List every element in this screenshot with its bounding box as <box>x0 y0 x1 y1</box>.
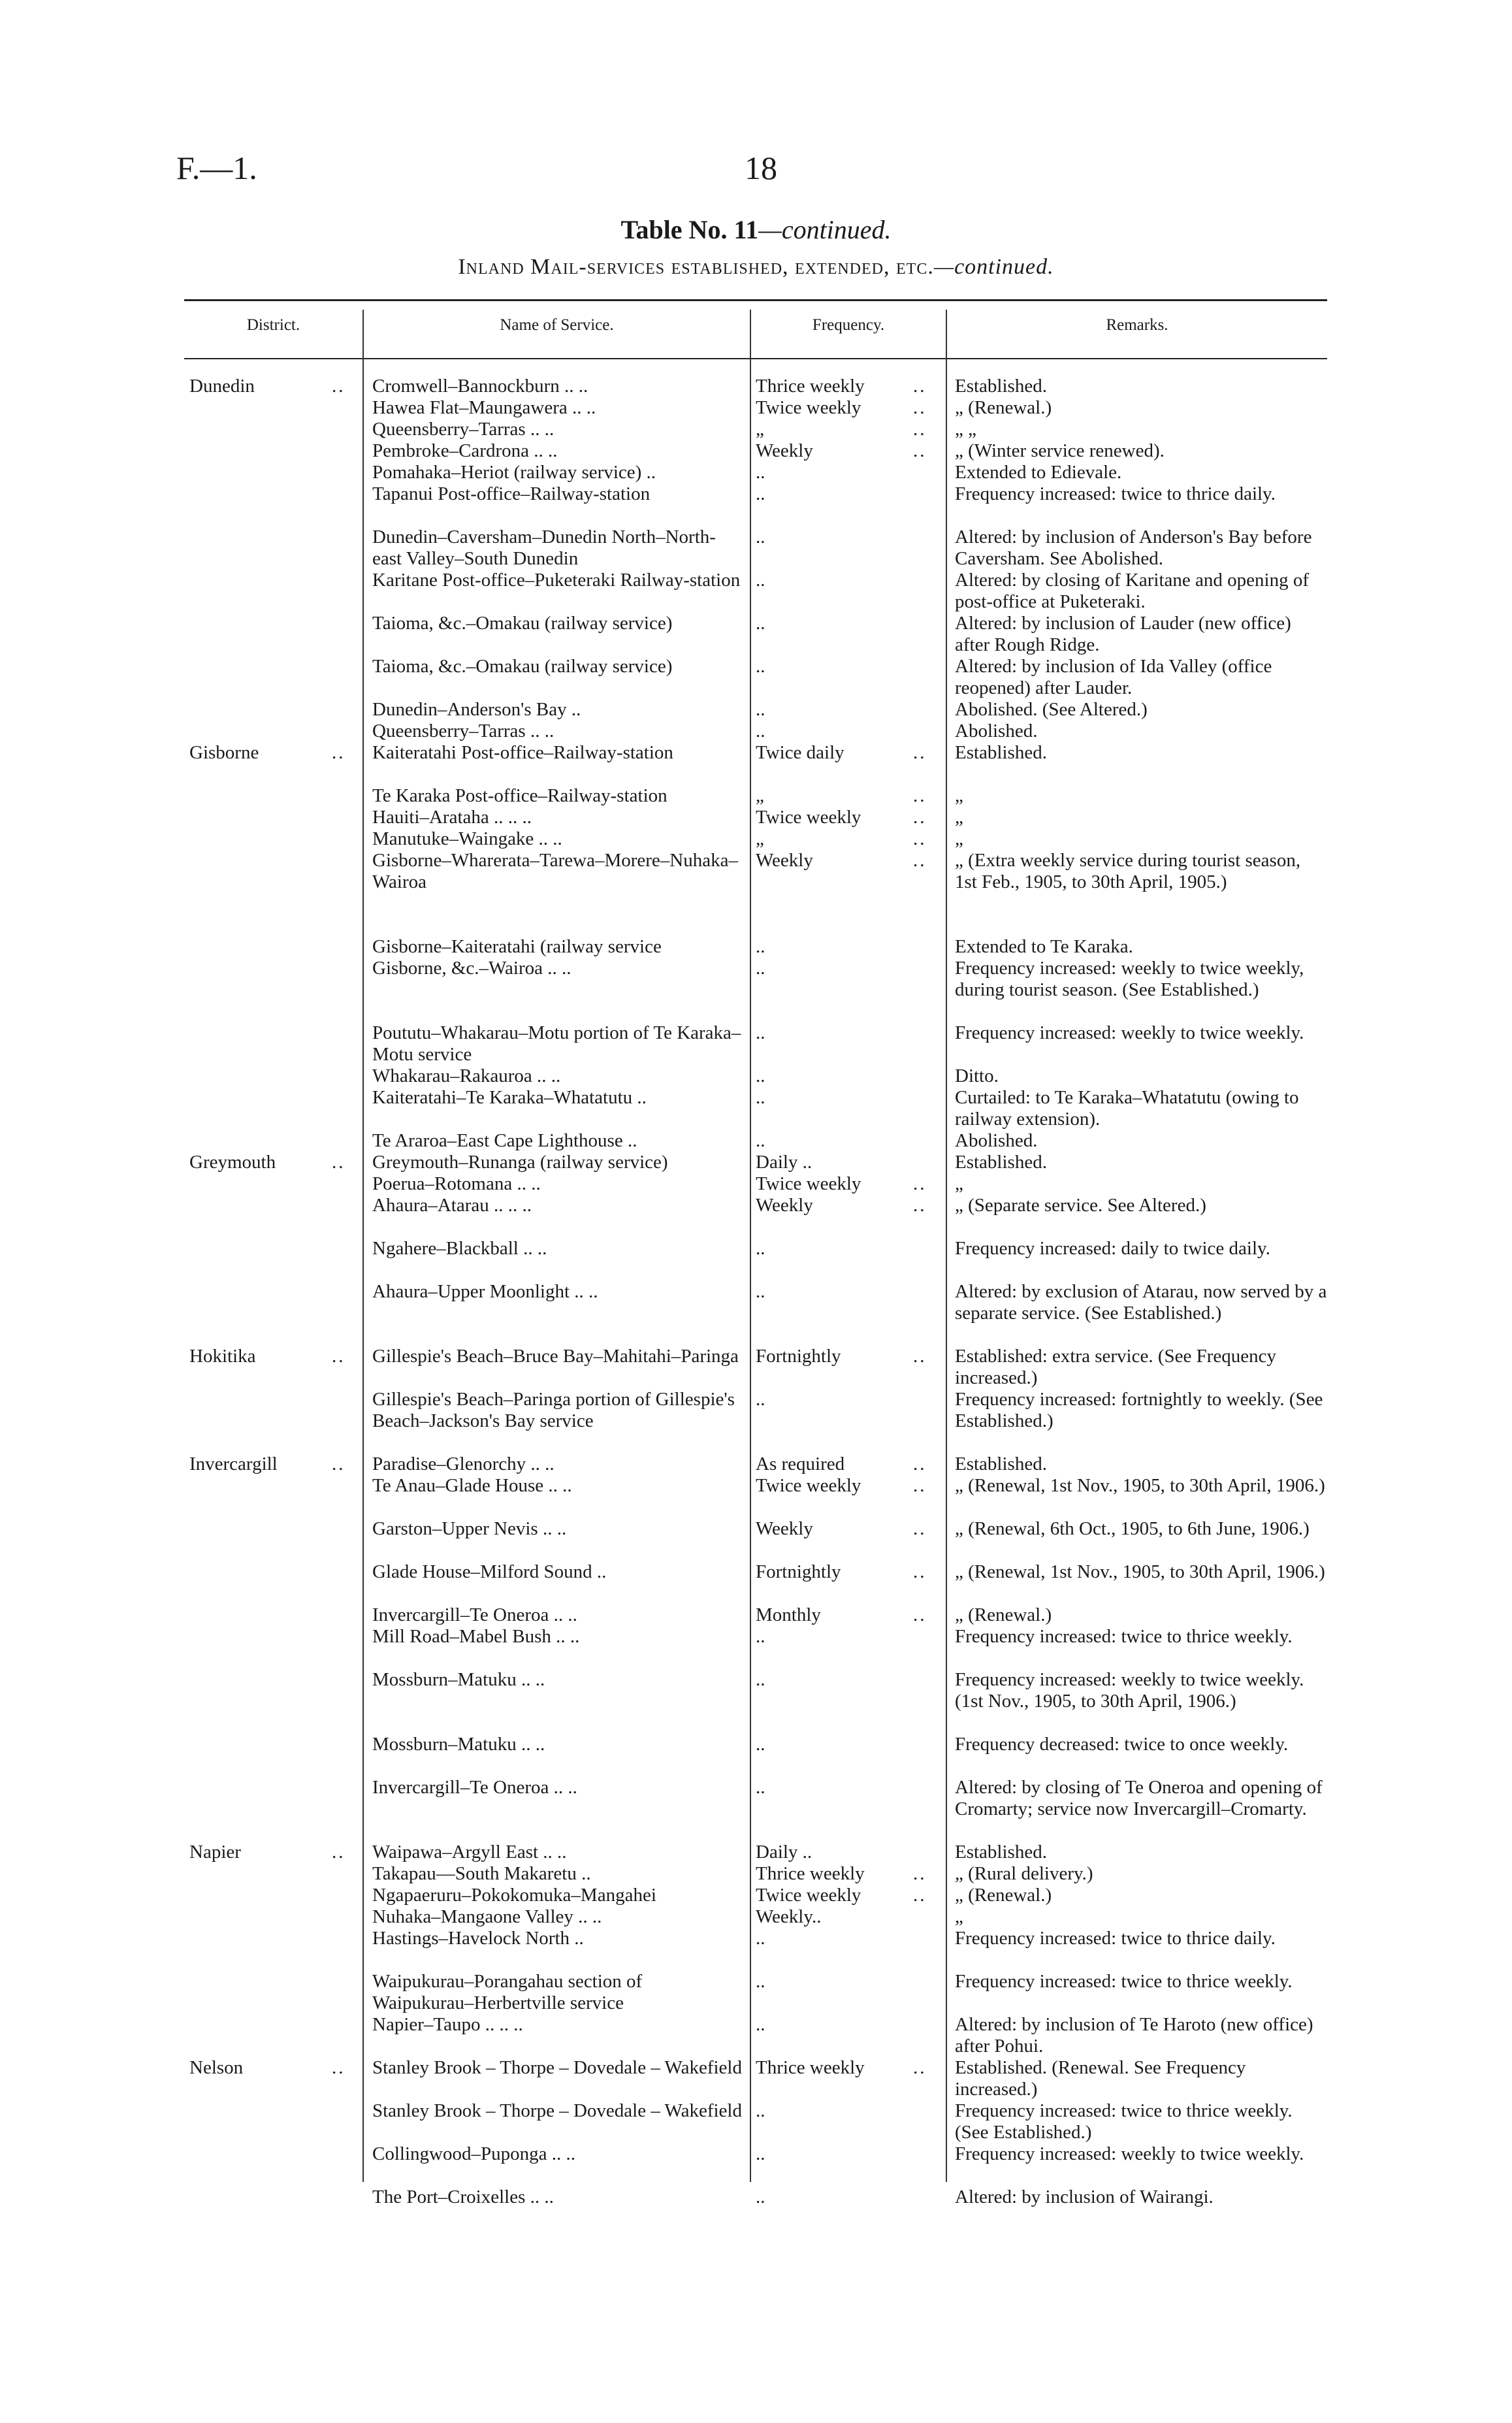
frequency-cell: .. <box>756 1928 765 1949</box>
service-cell: Poerua–Rotomana .. .. <box>372 1173 541 1194</box>
remarks-cell: Extended to Te Karaka. <box>955 936 1133 957</box>
table-row <box>0 2143 1512 2187</box>
table-header-rule <box>184 358 1327 359</box>
leader-dots: .. <box>913 1885 927 1906</box>
frequency-cell: Weekly <box>756 850 813 871</box>
table-body <box>0 376 1512 2208</box>
remarks-cell: Altered: by inclusion of Lauder (new office) after Rough Ridge. <box>955 613 1291 655</box>
remarks-cell: Established. (Renewal. See Frequency increased.) <box>955 2057 1246 2100</box>
service-cell: Gisborne–Wharerata–Tarewa–Morere–Nuhaka–Wairoa <box>372 850 738 892</box>
service-cell: Taioma, &c.–Omakau (railway service) <box>372 613 673 634</box>
table-row <box>0 1604 1512 1626</box>
service-cell: Hauiti–Arataha .. .. .. <box>372 807 532 828</box>
service-cell: Waipukurau–Porangahau section of Waipukurau–Herbertville service <box>372 1971 643 2013</box>
table-subtitle-main: Inland Mail-services established, extended, etc. <box>458 255 934 279</box>
remarks-cell: „ (Renewal.) <box>955 397 1052 418</box>
frequency-cell: .. <box>756 2100 765 2121</box>
table-row <box>0 1281 1512 1346</box>
frequency-cell: Twice daily <box>756 742 844 763</box>
service-cell: Takapau—South Makaretu .. <box>372 1863 591 1884</box>
service-cell: Pomahaka–Heriot (railway service) .. <box>372 462 656 483</box>
frequency-cell: Weekly <box>756 1195 813 1216</box>
table-row <box>0 376 1512 397</box>
table-subtitle <box>0 255 1512 280</box>
remarks-cell: „ (Winter service renewed). <box>955 440 1165 461</box>
table-row <box>0 2187 1512 2208</box>
service-cell: Kaiteratahi Post-office–Railway-station <box>372 742 673 763</box>
service-cell: Te Araroa–East Cape Lighthouse .. <box>372 1130 637 1151</box>
frequency-cell: .. <box>756 462 765 483</box>
frequency-cell: Twice weekly <box>756 807 861 828</box>
table-row <box>0 958 1512 1022</box>
service-cell: Gillespie's Beach–Bruce Bay–Mahitahi–Paringa <box>372 1346 739 1367</box>
leader-dots: .. <box>332 1454 346 1474</box>
leader-dots: .. <box>913 1195 927 1216</box>
table-row <box>0 1777 1512 1842</box>
leader-dots: .. <box>332 2057 346 2078</box>
remarks-cell: „ (Renewal.) <box>955 1604 1052 1625</box>
leader-dots: .. <box>913 419 927 440</box>
frequency-cell: Twice weekly <box>756 397 861 418</box>
page-id: F.—1. <box>176 150 257 186</box>
remarks-cell: Established. <box>955 1454 1047 1474</box>
frequency-cell: .. <box>756 613 765 634</box>
frequency-cell: Daily .. <box>756 1152 812 1173</box>
service-cell: Mossburn–Matuku .. .. <box>372 1669 545 1690</box>
leader-dots: .. <box>913 1346 927 1367</box>
table-row <box>0 570 1512 613</box>
remarks-cell: „ (Renewal, 1st Nov., 1905, to 30th April, 1906.) <box>955 1475 1325 1496</box>
remarks-cell: „ (Rural delivery.) <box>955 1863 1093 1884</box>
remarks-cell: „ (Renewal, 6th Oct., 1905, to 6th June, 1906.) <box>955 1518 1310 1539</box>
district-cell: Nelson <box>189 2057 244 2078</box>
frequency-cell: .. <box>756 1971 765 1992</box>
frequency-cell: .. <box>756 1130 765 1151</box>
frequency-cell: Thrice weekly <box>756 1863 865 1884</box>
service-cell: The Port–Croixelles .. .. <box>372 2187 554 2207</box>
remarks-cell: Frequency increased: weekly to twice weekly. (1st Nov., 1905, to 30th April, 1906.) <box>955 1669 1304 1712</box>
remarks-cell: Altered: by exclusion of Atarau, now served by a separate service. (See Established.) <box>955 1281 1327 1324</box>
service-cell: Ahaura–Atarau .. .. .. <box>372 1195 532 1216</box>
remarks-cell: Established. <box>955 742 1047 763</box>
service-cell: Glade House–Milford Sound .. <box>372 1561 607 1582</box>
table-title <box>0 214 1512 245</box>
frequency-cell: Fortnightly <box>756 1346 841 1367</box>
table-row <box>0 656 1512 699</box>
service-cell: Invercargill–Te Oneroa .. .. <box>372 1777 577 1798</box>
service-cell: Gisborne–Kaiteratahi (railway service <box>372 936 662 957</box>
frequency-cell: Daily .. <box>756 1842 812 1862</box>
service-cell: Hastings–Havelock North .. <box>372 1928 584 1949</box>
table-row <box>0 1152 1512 1173</box>
leader-dots: .. <box>913 807 927 828</box>
frequency-cell: .. <box>756 1281 765 1302</box>
table-row <box>0 397 1512 419</box>
frequency-cell: .. <box>756 2014 765 2035</box>
frequency-cell: .. <box>756 656 765 677</box>
frequency-cell: .. <box>756 483 765 504</box>
service-cell: Te Anau–Glade House .. .. <box>372 1475 572 1496</box>
table-row <box>0 419 1512 440</box>
frequency-cell: .. <box>756 527 765 547</box>
frequency-cell: Weekly <box>756 440 813 461</box>
district-cell: Dunedin <box>189 376 255 397</box>
service-cell: Kaiteratahi–Te Karaka–Whatatutu .. <box>372 1087 647 1108</box>
table-row <box>0 1475 1512 1518</box>
service-cell: Te Karaka Post-office–Railway-station <box>372 785 668 806</box>
table-row <box>0 1130 1512 1152</box>
frequency-cell: Twice weekly <box>756 1885 861 1906</box>
frequency-cell: Twice weekly <box>756 1173 861 1194</box>
service-cell: Taioma, &c.–Omakau (railway service) <box>372 656 673 677</box>
remarks-cell: Frequency increased: twice to thrice daily. <box>955 1928 1276 1949</box>
table-row <box>0 462 1512 483</box>
table-row <box>0 527 1512 570</box>
service-cell: Collingwood–Puponga .. .. <box>372 2143 575 2164</box>
remarks-cell: Abolished. <box>955 1130 1038 1151</box>
table-row <box>0 1195 1512 1238</box>
service-cell: Pembroke–Cardrona .. .. <box>372 440 558 461</box>
leader-dots: .. <box>332 742 346 763</box>
service-cell: Whakarau–Rakauroa .. .. <box>372 1065 561 1086</box>
remarks-cell: „ <box>955 807 963 828</box>
frequency-cell: „ <box>756 785 764 806</box>
frequency-cell: Thrice weekly <box>756 376 865 397</box>
frequency-cell: .. <box>756 1389 765 1410</box>
district-cell: Hokitika <box>189 1346 256 1367</box>
leader-dots: .. <box>913 440 927 461</box>
table-title-suffix: —continued. <box>758 215 892 244</box>
column-header-service: Name of Service. <box>500 316 614 334</box>
service-cell: Gillespie's Beach–Paringa portion of Gillespie's Beach–Jackson's Bay service <box>372 1389 735 1431</box>
page-number: 18 <box>745 150 777 186</box>
remarks-cell: Frequency increased: twice to thrice weekly. <box>955 1971 1293 1992</box>
service-cell: Napier–Taupo .. .. .. <box>372 2014 523 2035</box>
table-row <box>0 699 1512 721</box>
table-row <box>0 1842 1512 1863</box>
frequency-cell: „ <box>756 828 764 849</box>
remarks-cell: „ <box>955 1173 963 1194</box>
remarks-cell: Altered: by inclusion of Wairangi. <box>955 2187 1214 2207</box>
table-row <box>0 440 1512 462</box>
frequency-cell: .. <box>756 1626 765 1647</box>
table-row <box>0 1087 1512 1130</box>
table-row <box>0 785 1512 807</box>
service-cell: Manutuke–Waingake .. .. <box>372 828 562 849</box>
remarks-cell: „ <box>955 785 963 806</box>
service-cell: Cromwell–Bannockburn .. .. <box>372 376 588 397</box>
remarks-cell: Altered: by closing of Te Oneroa and opening of Cromarty; service now Invercargill–Cromarty. <box>955 1777 1323 1819</box>
service-cell: Stanley Brook – Thorpe – Dovedale – Wakefield <box>372 2100 742 2121</box>
frequency-cell: .. <box>756 1087 765 1108</box>
table-title-main: Table No. 11 <box>620 215 759 244</box>
table-row <box>0 1346 1512 1389</box>
frequency-cell: .. <box>756 1022 765 1043</box>
frequency-cell: „ <box>756 419 764 440</box>
leader-dots: .. <box>913 850 927 871</box>
remarks-cell: Altered: by inclusion of Anderson's Bay before Caversham. See Abolished. <box>955 527 1312 569</box>
remarks-cell: Frequency increased: twice to thrice daily. <box>955 483 1276 504</box>
frequency-cell: Monthly <box>756 1604 821 1625</box>
service-cell: Stanley Brook – Thorpe – Dovedale – Wakefield <box>372 2057 742 2078</box>
leader-dots: .. <box>913 376 927 397</box>
service-cell: Dunedin–Caversham–Dunedin North–North-east Valley–South Dunedin <box>372 527 716 569</box>
leader-dots: .. <box>913 828 927 849</box>
leader-dots: .. <box>913 1604 927 1625</box>
column-header-district: District. <box>246 316 300 334</box>
leader-dots: .. <box>913 1475 927 1496</box>
leader-dots: .. <box>332 1152 346 1173</box>
district-cell: Invercargill <box>189 1454 278 1474</box>
service-cell: Ngahere–Blackball .. .. <box>372 1238 547 1259</box>
remarks-cell: „ (Renewal.) <box>955 1885 1052 1906</box>
leader-dots: .. <box>332 376 346 397</box>
service-cell: Greymouth–Runanga (railway service) <box>372 1152 668 1173</box>
service-cell: Tapanui Post-office–Railway-station <box>372 483 651 504</box>
table-row <box>0 1389 1512 1454</box>
service-cell: Invercargill–Te Oneroa .. .. <box>372 1604 577 1625</box>
frequency-cell: .. <box>756 1238 765 1259</box>
table-row <box>0 1669 1512 1734</box>
table-row <box>0 1734 1512 1777</box>
remarks-cell: Ditto. <box>955 1065 999 1086</box>
table-row <box>0 1863 1512 1885</box>
leader-dots: .. <box>332 1346 346 1367</box>
service-cell: Mill Road–Mabel Bush .. .. <box>372 1626 580 1647</box>
table-row <box>0 721 1512 742</box>
leader-dots: .. <box>332 1842 346 1862</box>
table-row <box>0 2100 1512 2143</box>
frequency-cell: As required <box>756 1454 845 1474</box>
table-row <box>0 1454 1512 1475</box>
leader-dots: .. <box>913 1454 927 1474</box>
service-cell: Karitane Post-office–Puketeraki Railway-station <box>372 570 741 591</box>
remarks-cell: „ (Separate service. See Altered.) <box>955 1195 1206 1216</box>
service-cell: Gisborne, &c.–Wairoa .. .. <box>372 958 571 979</box>
leader-dots: .. <box>913 1518 927 1539</box>
frequency-cell: Twice weekly <box>756 1475 861 1496</box>
service-cell: Hawea Flat–Maungawera .. .. <box>372 397 596 418</box>
table-subtitle-suffix: —continued. <box>933 255 1054 279</box>
table-row <box>0 850 1512 936</box>
remarks-cell: Altered: by inclusion of Ida Valley (office reopened) after Lauder. <box>955 656 1272 698</box>
remarks-cell: Altered: by closing of Karitane and opening of post-office at Puketeraki. <box>955 570 1309 612</box>
remarks-cell: Frequency decreased: twice to once weekly. <box>955 1734 1289 1755</box>
remarks-cell: Abolished. <box>955 721 1038 741</box>
frequency-cell: .. <box>756 958 765 979</box>
service-cell: Garston–Upper Nevis .. .. <box>372 1518 567 1539</box>
leader-dots: .. <box>913 2057 927 2078</box>
table-row <box>0 2014 1512 2057</box>
table-row <box>0 1022 1512 1065</box>
service-cell: Nuhaka–Mangaone Valley .. .. <box>372 1906 602 1927</box>
remarks-cell: Extended to Edievale. <box>955 462 1122 483</box>
frequency-cell: .. <box>756 2143 765 2164</box>
leader-dots: .. <box>913 1863 927 1884</box>
service-cell: Queensberry–Tarras .. .. <box>372 419 555 440</box>
remarks-cell: Established: extra service. (See Frequency increased.) <box>955 1346 1277 1388</box>
table-row <box>0 1065 1512 1087</box>
frequency-cell: .. <box>756 570 765 591</box>
frequency-cell: .. <box>756 1669 765 1690</box>
table-row <box>0 1928 1512 1971</box>
remarks-cell: Frequency increased: twice to thrice weekly. (See Established.) <box>955 2100 1293 2143</box>
district-cell: Gisborne <box>189 742 259 763</box>
service-cell: Ngapaeruru–Pokokomuka–Mangahei <box>372 1885 656 1906</box>
service-cell: Paradise–Glenorchy .. .. <box>372 1454 555 1474</box>
table-row <box>0 936 1512 958</box>
table-row <box>0 2057 1512 2100</box>
table-top-rule <box>184 299 1327 301</box>
leader-dots: .. <box>913 742 927 763</box>
table-row <box>0 1518 1512 1561</box>
remarks-cell: Frequency increased: weekly to twice weekly. <box>955 1022 1304 1043</box>
service-cell: Queensberry–Tarras .. .. <box>372 721 555 741</box>
frequency-cell: .. <box>756 721 765 741</box>
remarks-cell: Curtailed: to Te Karaka–Whatatutu (owing to railway extension). <box>955 1087 1299 1130</box>
remarks-cell: „ <box>955 828 963 849</box>
table-row <box>0 483 1512 527</box>
frequency-cell: .. <box>756 2187 765 2207</box>
leader-dots: .. <box>913 785 927 806</box>
frequency-cell: .. <box>756 1777 765 1798</box>
leader-dots: .. <box>913 1173 927 1194</box>
table-row <box>0 1626 1512 1669</box>
table-row <box>0 828 1512 850</box>
frequency-cell: Fortnightly <box>756 1561 841 1582</box>
district-cell: Greymouth <box>189 1152 276 1173</box>
column-header-frequency: Frequency. <box>812 316 885 334</box>
remarks-cell: „ „ <box>955 419 976 440</box>
remarks-cell: Frequency increased: fortnightly to weekly. (See Established.) <box>955 1389 1323 1431</box>
remarks-cell: Frequency increased: weekly to twice weekly. <box>955 2143 1304 2164</box>
remarks-cell: Frequency increased: twice to thrice weekly. <box>955 1626 1293 1647</box>
service-cell: Dunedin–Anderson's Bay .. <box>372 699 581 720</box>
table-row <box>0 742 1512 785</box>
service-cell: Mossburn–Matuku .. .. <box>372 1734 545 1755</box>
frequency-cell: .. <box>756 936 765 957</box>
frequency-cell: Weekly.. <box>756 1906 822 1927</box>
remarks-cell: „ (Renewal, 1st Nov., 1905, to 30th April, 1906.) <box>955 1561 1325 1582</box>
leader-dots: .. <box>913 1561 927 1582</box>
table-row <box>0 1971 1512 2014</box>
frequency-cell: .. <box>756 1734 765 1755</box>
service-cell: Poututu–Whakarau–Motu portion of Te Karaka–Motu service <box>372 1022 741 1065</box>
remarks-cell: Established. <box>955 1152 1047 1173</box>
remarks-cell: Frequency increased: weekly to twice weekly, during tourist season. (See Established.) <box>955 958 1304 1000</box>
table-row <box>0 613 1512 656</box>
leader-dots: .. <box>913 397 927 418</box>
frequency-cell: .. <box>756 699 765 720</box>
district-cell: Napier <box>189 1842 241 1862</box>
table-row <box>0 1885 1512 1906</box>
frequency-cell: Weekly <box>756 1518 813 1539</box>
remarks-cell: Abolished. (See Altered.) <box>955 699 1148 720</box>
remarks-cell: „ <box>955 1906 963 1927</box>
table-row <box>0 1561 1512 1604</box>
table-row <box>0 807 1512 828</box>
frequency-cell: Thrice weekly <box>756 2057 865 2078</box>
remarks-cell: Established. <box>955 376 1047 397</box>
remarks-cell: Altered: by inclusion of Te Haroto (new office) after Pohui. <box>955 2014 1313 2057</box>
service-cell: Ahaura–Upper Moonlight .. .. <box>372 1281 598 1302</box>
service-cell: Waipawa–Argyll East .. .. <box>372 1842 567 1862</box>
column-header-remarks: Remarks. <box>1106 316 1168 334</box>
table-row <box>0 1906 1512 1928</box>
remarks-cell: Established. <box>955 1842 1047 1862</box>
remarks-cell: „ (Extra weekly service during tourist season, 1st Feb., 1905, to 30th April, 1905.) <box>955 850 1301 892</box>
table-row <box>0 1173 1512 1195</box>
remarks-cell: Frequency increased: daily to twice daily. <box>955 1238 1270 1259</box>
table-row <box>0 1238 1512 1281</box>
frequency-cell: .. <box>756 1065 765 1086</box>
